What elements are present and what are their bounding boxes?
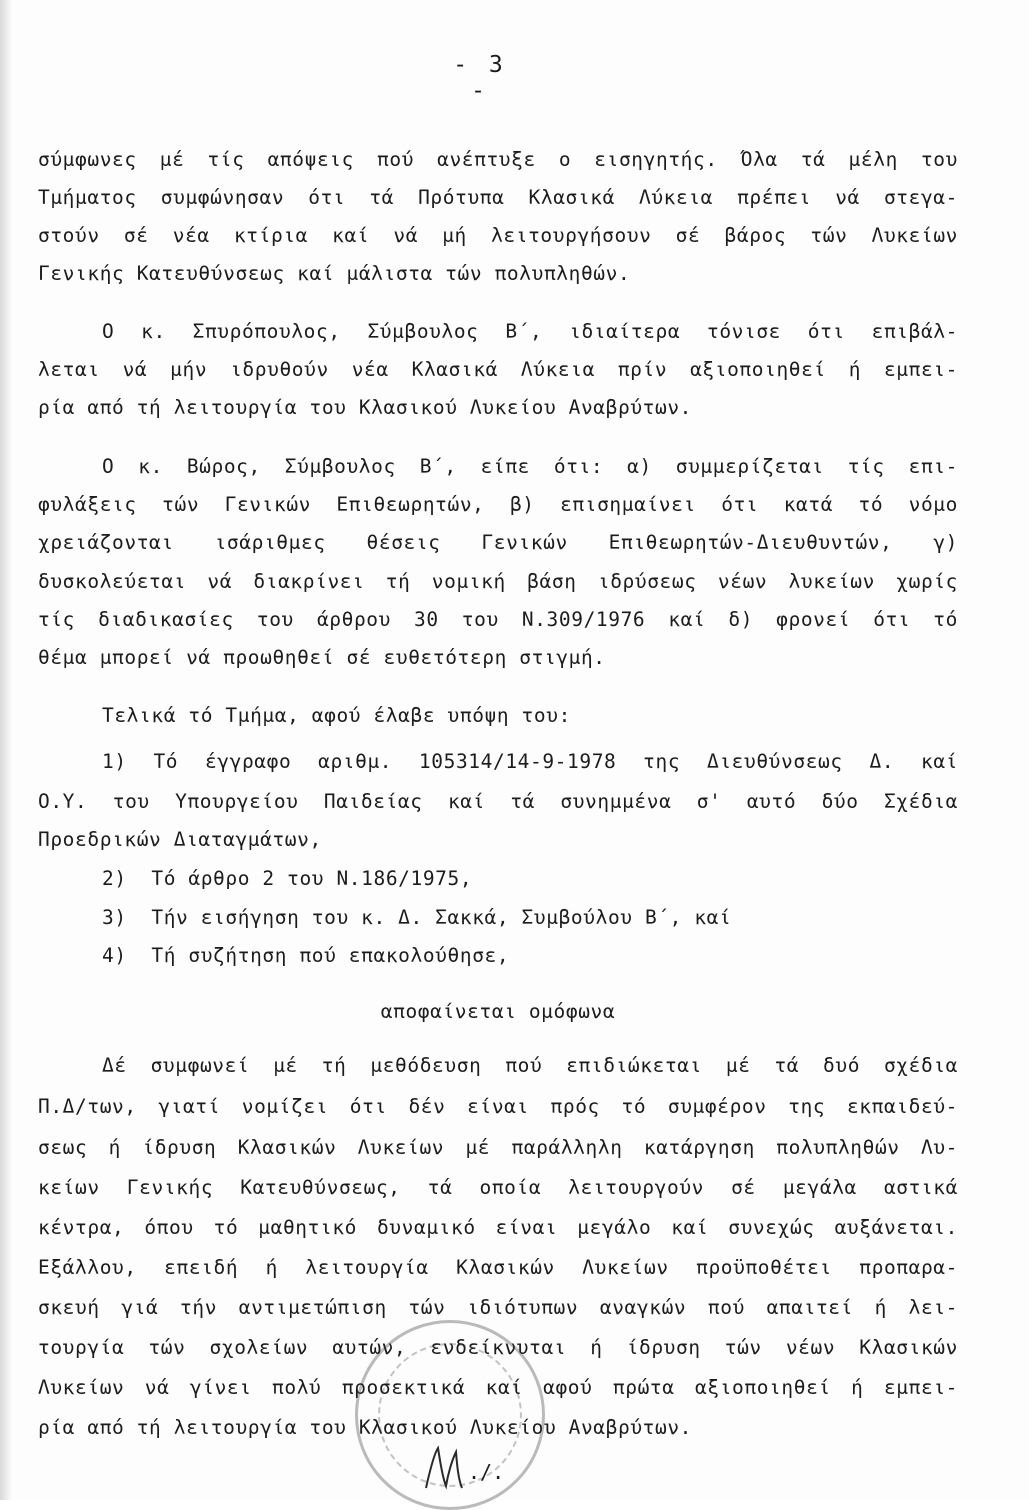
text-line: Τμήματος συμφώνησαν ότι τά Πρότυπα Κλασικά Λύκεια πρέπει νά στεγα- bbox=[38, 186, 958, 209]
list-item-continuation: Προεδρικών Διαταγμάτων, bbox=[38, 828, 322, 851]
text-line: Π.Δ/των, γιατί νομίζει ότι δέν είναι πρός τό συμφέρον της εκπαιδεύ- bbox=[38, 1095, 958, 1118]
text-line: θέμα μπορεί νά προωθηθεί σέ ευθετότερη στιγμή. bbox=[38, 646, 606, 669]
text-line: σύμφωνες μέ τίς απόψεις πού ανέπτυξε ο εισηγητής. Όλα τά μέλη του bbox=[38, 148, 958, 171]
text-line: σεως ή ίδρυση Κλασικών Λυκείων μέ παράλληλη κατάργηση πολυπληθών Λυ- bbox=[38, 1136, 958, 1159]
list-item: 1) Τό έγγραφο αριθμ. 105314/14-9-1978 της Διευθύνσεως Δ. καί bbox=[102, 750, 958, 773]
end-mark: ./. bbox=[468, 1460, 505, 1484]
list-item: 4) Τή συζήτηση πού επακολούθησε, bbox=[102, 944, 510, 967]
text-line: Τελικά τό Τμήμα, αφού έλαβε υπόψη του: bbox=[102, 704, 571, 727]
decision-heading: αποφαίνεται ομόφωνα bbox=[380, 1000, 616, 1023]
text-line: τουργία τών σχολείων αυτών, ενδείκνυται ή ίδρυση τών νέων Κλασικών bbox=[38, 1336, 958, 1359]
text-line: Γενικής Κατευθύνσεως καί μάλιστα τών πολυπληθών. bbox=[38, 262, 631, 285]
text-line: τίς διαδικασίες του άρθρου 30 του Ν.309/1976 καί δ) φρονεί ότι τό bbox=[38, 608, 958, 631]
text-line: δυσκολεύεται νά διακρίνει τή νομική βάση ιδρύσεως νέων λυκείων χωρίς bbox=[38, 570, 958, 593]
text-line: Εξάλλου, επειδή ή λειτουργία Κλασικών Λυκείων προϋποθέτει προπαρα- bbox=[38, 1256, 958, 1279]
text-line: ρία από τή λειτουργία του Κλασικού Λυκείου Αναβρύτων. bbox=[38, 1416, 693, 1439]
text-line: λεται νά μήν ιδρυθούν νέα Κλασικά Λύκεια πρίν αξιοποιηθεί ή εμπει- bbox=[38, 358, 958, 381]
text-line: στούν σέ νέα κτίρια καί νά μή λειτουργήσουν σέ βάρος τών Λυκείων bbox=[38, 224, 958, 247]
text-line: χρειάζονται ισάριθμες θέσεις Γενικών Επιθεωρητών-Διευθυντών, γ) bbox=[38, 531, 958, 554]
text-line: σκευή γιά τήν αντιμετώπιση τών ιδιότυπων αναγκών πού απαιτεί ή λει- bbox=[38, 1296, 958, 1319]
text-line: Δέ συμφωνεί μέ τή μεθόδευση πού επιδιώκεται μέ τά δυό σχέδια bbox=[102, 1054, 958, 1077]
list-item: 3) Τήν εισήγηση του κ. Δ. Σακκά, Συμβούλου Β΄, καί bbox=[102, 906, 732, 929]
text-line: Λυκείων νά γίνει πολύ προσεκτικά καί αφού πρώτα αξιοποιηθεί ή εμπει- bbox=[38, 1376, 958, 1399]
text-line: κείων Γενικής Κατευθύνσεως, τά οποία λειτουργούν σέ μεγάλα αστικά bbox=[38, 1176, 958, 1199]
list-item: 2) Τό άρθρο 2 του Ν.186/1975, bbox=[102, 867, 473, 890]
text-line: φυλάξεις τών Γενικών Επιθεωρητών, β) επισημαίνει ότι κατά τό νόμο bbox=[38, 493, 958, 516]
signature-icon bbox=[420, 1440, 470, 1495]
text-line: Ο κ. Σπυρόπουλος, Σύμβουλος Β΄, ιδιαίτερα τόνισε ότι επιβάλ- bbox=[102, 320, 958, 343]
page-edge-shadow bbox=[0, 0, 12, 1500]
text-line: κέντρα, όπου τό μαθητικό δυναμικό είναι μεγάλο καί συνεχώς αυξάνεται. bbox=[38, 1216, 958, 1239]
text-line: Ο κ. Βώρος, Σύμβουλος Β΄, είπε ότι: α) συμμερίζεται τίς επι- bbox=[102, 455, 958, 478]
list-item-continuation: Ο.Υ. του Υπουργείου Παιδείας καί τά συνημμένα σ' αυτό δύο Σχέδια bbox=[38, 790, 958, 813]
page-number: - 3 - bbox=[453, 52, 507, 104]
text-line: ρία από τή λειτουργία του Κλασικού Λυκείου Αναβρύτων. bbox=[38, 396, 693, 419]
